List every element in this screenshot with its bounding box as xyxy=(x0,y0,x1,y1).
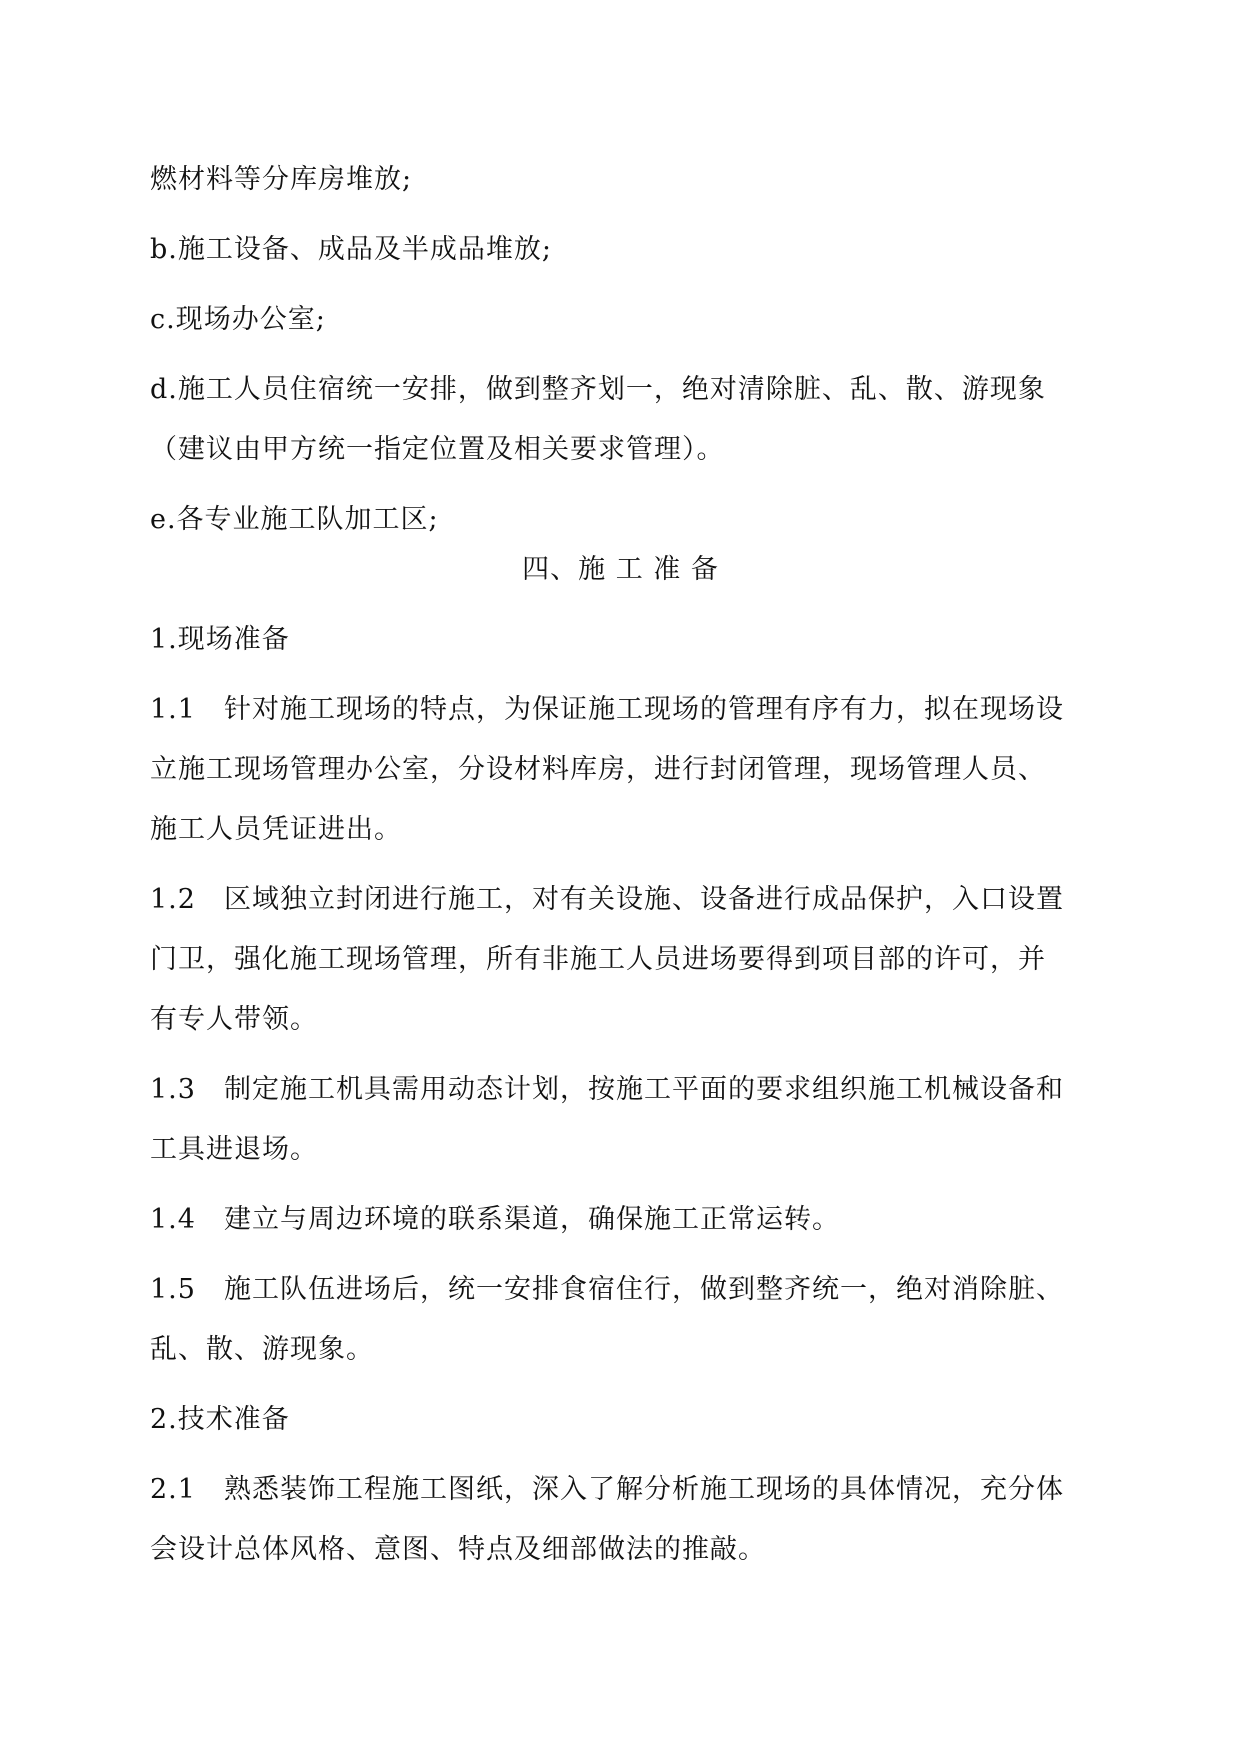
list-item-d-continued: （建议由甲方统一指定位置及相关要求管理）。 xyxy=(150,434,725,465)
paragraph-1-4: 1.4 建立与周边环境的联系渠道，确保施工正常运转。 xyxy=(150,1204,840,1235)
paragraph-1-5: 1.5 施工队伍进场后，统一安排食宿住行，做到整齐统一，绝对消除脏、 xyxy=(150,1274,1064,1305)
paragraph-1-1-line-2: 立施工现场管理办公室，分设材料库房，进行封闭管理，现场管理人员、 xyxy=(150,754,1046,785)
list-item-d: d.施工人员住宿统一安排，做到整齐划一，绝对清除脏、乱、散、游现象 xyxy=(150,374,1046,405)
section-heading: 四、施 工 准 备 xyxy=(522,554,719,585)
paragraph-1-3: 1.3 制定施工机具需用动态计划，按施工平面的要求组织施工机械设备和 xyxy=(150,1074,1064,1105)
subsection-title-site-preparation: 1.现场准备 xyxy=(150,624,290,655)
paragraph-line: 燃材料等分库房堆放; xyxy=(150,164,413,195)
list-item-c: c.现场办公室; xyxy=(150,304,326,335)
paragraph-1-2-line-3: 有专人带领。 xyxy=(150,1004,318,1035)
list-item-e: e.各专业施工队加工区; xyxy=(150,504,439,535)
paragraph-1-3-line-2: 工具进退场。 xyxy=(150,1134,318,1165)
paragraph-1-1-line-3: 施工人员凭证进出。 xyxy=(150,814,402,845)
paragraph-2-1: 2.1 熟悉装饰工程施工图纸，深入了解分析施工现场的具体情况，充分体 xyxy=(150,1474,1064,1505)
paragraph-1-1: 1.1 针对施工现场的特点，为保证施工现场的管理有序有力，拟在现场设 xyxy=(150,694,1064,725)
subsection-title-technical-preparation: 2.技术准备 xyxy=(150,1404,290,1435)
paragraph-2-1-line-2: 会设计总体风格、意图、特点及细部做法的推敲。 xyxy=(150,1534,766,1565)
paragraph-1-5-line-2: 乱、散、游现象。 xyxy=(150,1334,374,1365)
paragraph-1-2: 1.2 区域独立封闭进行施工，对有关设施、设备进行成品保护，入口设置 xyxy=(150,884,1064,915)
list-item-b: b.施工设备、成品及半成品堆放; xyxy=(150,234,552,265)
paragraph-1-2-line-2: 门卫，强化施工现场管理，所有非施工人员进场要得到项目部的许可，并 xyxy=(150,944,1046,975)
